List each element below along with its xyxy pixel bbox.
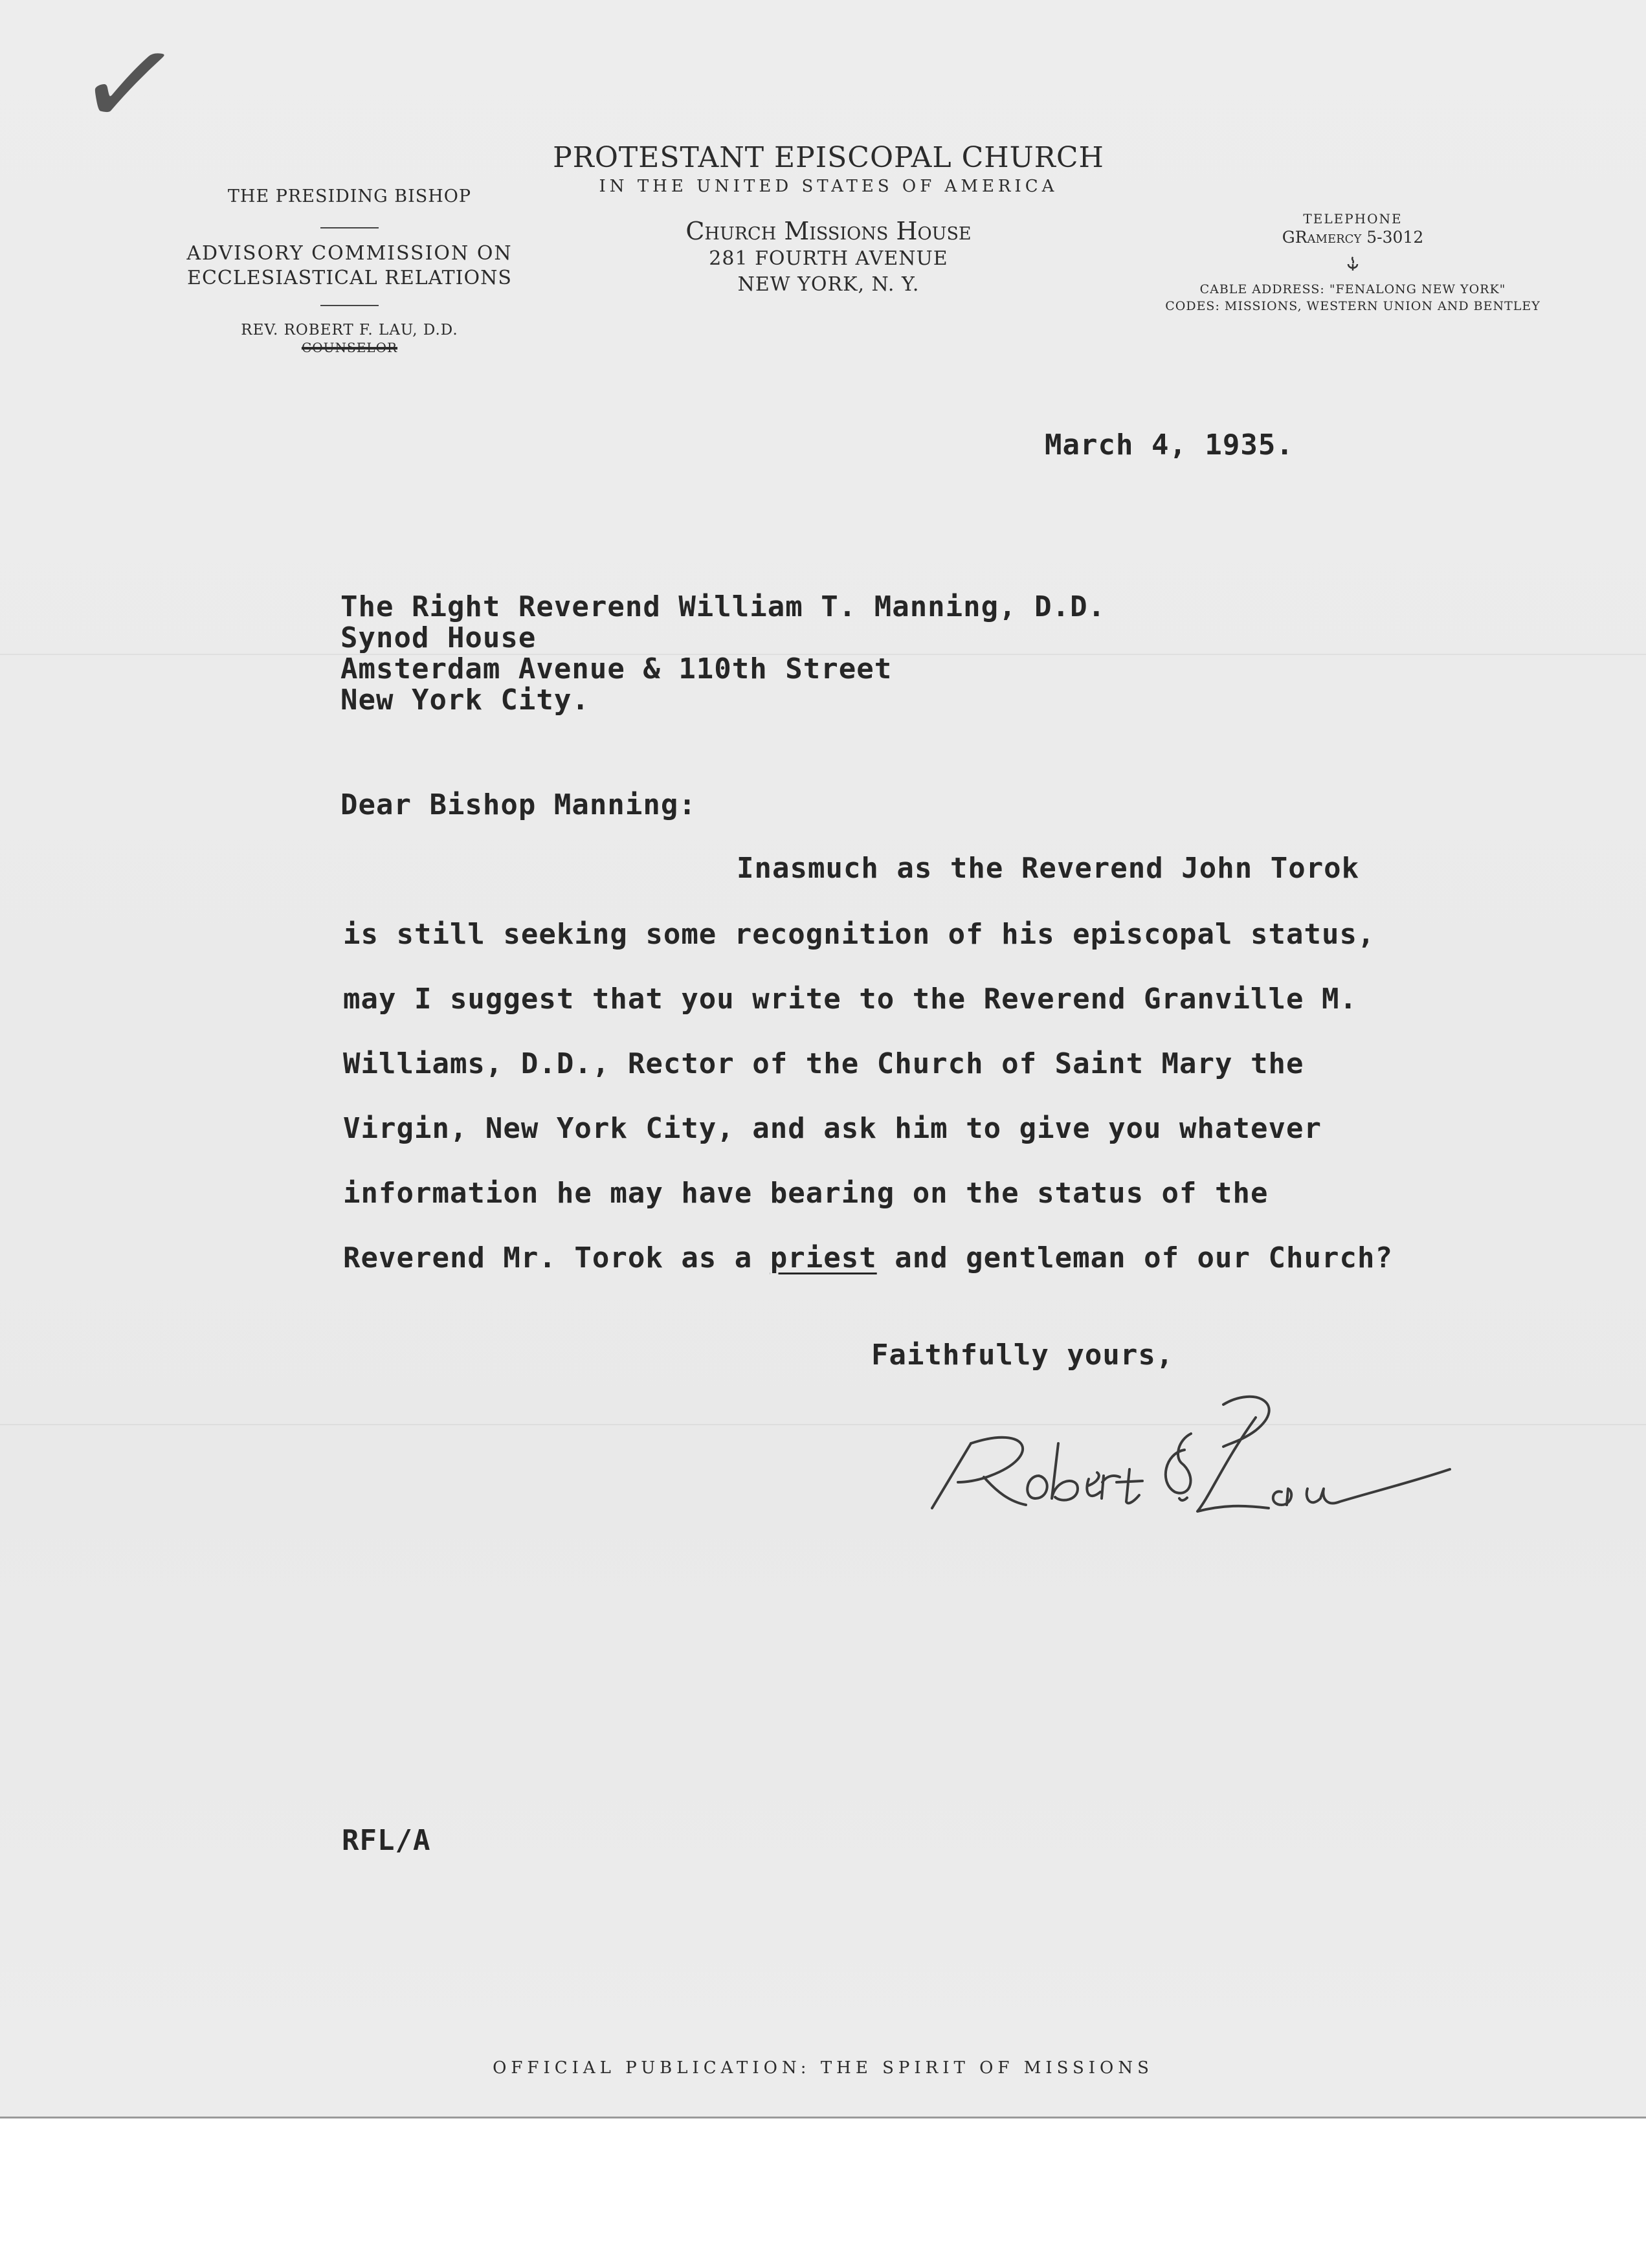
emphasis-word: priest [770,1241,877,1274]
recipient-line: Amsterdam Avenue & 110th Street [340,652,893,685]
recipient-address [340,592,1106,716]
divider [320,305,379,306]
cable-address: CABLE ADDRESS: "FENALONG NEW YORK" [1199,282,1506,296]
letterhead-right [1126,211,1579,315]
body-line: Williams, D.D., Rector of the Church of Saint Mary the [343,1047,1304,1080]
struck-title: COUNSELOR [301,340,398,355]
recipient-line: New York City. [340,684,590,717]
signature [919,1379,1489,1534]
house-street: 281 FOURTH AVENUE [709,247,948,270]
telephone-label: TELEPHONE [1303,211,1403,227]
salutation: Dear Bishop Manning: [340,788,696,821]
commission-line-2: ECCLESIASTICAL RELATIONS [187,267,512,289]
recipient-name: The Right Reverend William T. Manning, D.D. [340,590,1106,623]
house-name: Church Missions House [685,217,972,245]
church-name: PROTESTANT EPISCOPAL CHURCH [553,141,1104,174]
body-line: Virgin, New York City, and ask him to give you whatever [343,1112,1322,1145]
office-title: THE PRESIDING BISHOP [227,186,472,206]
check-mark: ✓ [68,6,190,163]
commission-line-1: ADVISORY COMMISSION ON [186,242,513,265]
body-line: Inasmuch as the Reverend John Torok [737,852,1360,885]
body-text: and gentleman of our Church? [876,1241,1393,1274]
church-country: IN THE UNITED STATES OF AMERICA [599,177,1058,196]
footer-publication: OFFICIAL PUBLICATION: THE SPIRIT OF MISSIONS [493,2058,1153,2078]
house-city: NEW YORK, N. Y. [737,273,920,296]
counselor-name: REV. ROBERT F. LAU, D.D. [241,322,458,339]
closing: Faithfully yours, [871,1339,1174,1372]
telephone-number: GRamercy 5-3012 [1282,228,1424,247]
body-line [343,1241,1393,1274]
body-text: Reverend Mr. Torok as a [343,1241,770,1274]
recipient-line: Synod House [340,621,537,654]
typist-initials: RFL/A [342,1824,431,1857]
letter-date: March 4, 1935. [1045,428,1294,461]
codes: CODES: MISSIONS, WESTERN UNION AND BENTLEY [1165,299,1540,313]
body-line: information he may have bearing on the status of the [343,1177,1269,1210]
body-line: is still seeking some recognition of his episcopal status, [343,918,1375,951]
letterhead-center [537,141,1120,298]
ornament-icon [1344,255,1361,273]
divider [320,227,379,228]
body-line: may I suggest that you write to the Reverend Granville M. [343,983,1357,1016]
letterhead-left [149,186,550,355]
